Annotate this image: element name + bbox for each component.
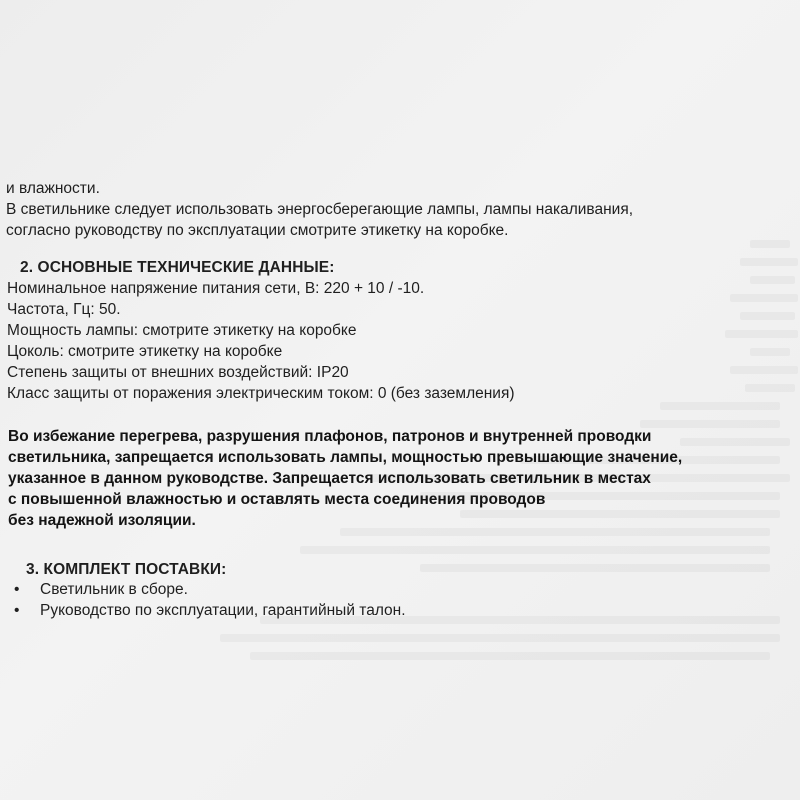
bleed-through-text xyxy=(720,240,721,241)
intro-line: согласно руководству по эксплуатации смотрите этикетку на коробке. xyxy=(6,222,509,239)
bleed-through-line xyxy=(680,438,790,446)
warning-line: указанное в данном руководстве. Запрещается использовать светильник в местах xyxy=(8,470,651,487)
warning-line: с повышенной влажностью и оставлять места соединения проводов xyxy=(8,491,546,508)
spec-line: Мощность лампы: смотрите этикетку на коробке xyxy=(7,322,357,339)
warning-paragraph xyxy=(8,426,682,531)
bleed-through-line xyxy=(420,564,770,572)
spec-line: Частота, Гц: 50. xyxy=(7,301,121,318)
list-item-text: Руководство по эксплуатации, гарантийный талон. xyxy=(40,602,406,619)
technical-specs xyxy=(7,278,515,404)
section-3-heading: 3. КОМПЛЕКТ ПОСТАВКИ: xyxy=(26,561,227,578)
intro-line: и влажности. xyxy=(6,180,100,197)
bleed-through-line xyxy=(750,276,795,284)
bleed-through-line xyxy=(220,634,780,642)
spec-line: Цоколь: смотрите этикетку на коробке xyxy=(7,343,283,360)
bullet-icon: • xyxy=(14,581,20,598)
spec-line: Степень защиты от внешних воздействий: IP20 xyxy=(7,364,349,381)
warning-line: Во избежание перегрева, разрушения плафонов, патронов и внутренней проводки xyxy=(8,428,652,445)
warning-line: светильника, запрещается использовать лампы, мощностью превышающие значение, xyxy=(8,449,683,466)
bleed-through-line xyxy=(730,294,798,302)
bullet-icon: • xyxy=(14,602,20,619)
bleed-through-line xyxy=(745,384,795,392)
warning-line: без надежной изоляции. xyxy=(8,512,196,529)
intro-line: В светильнике следует использовать энергосберегающие лампы, лампы накаливания, xyxy=(6,201,634,218)
bleed-through-line xyxy=(725,330,798,338)
list-item xyxy=(10,600,406,621)
section-2-heading: 2. ОСНОВНЫЕ ТЕХНИЧЕСКИЕ ДАННЫЕ: xyxy=(20,259,335,276)
bleed-through-line xyxy=(740,258,798,266)
bleed-through-line xyxy=(740,312,795,320)
bleed-through-line xyxy=(250,652,770,660)
spec-line: Номинальное напряжение питания сети, В: 220 + 10 / -10. xyxy=(7,280,425,297)
list-item-text: Светильник в сборе. xyxy=(40,581,188,598)
delivery-kit-list xyxy=(10,579,406,621)
spec-line: Класс защиты от поражения электрическим током: 0 (без заземления) xyxy=(7,385,515,402)
bleed-through-line xyxy=(750,348,790,356)
bleed-through-line xyxy=(660,402,780,410)
bleed-through-line xyxy=(730,366,798,374)
intro-paragraph xyxy=(6,178,633,241)
bleed-through-line xyxy=(300,546,770,554)
bleed-through-line xyxy=(750,240,790,248)
list-item xyxy=(10,579,406,600)
